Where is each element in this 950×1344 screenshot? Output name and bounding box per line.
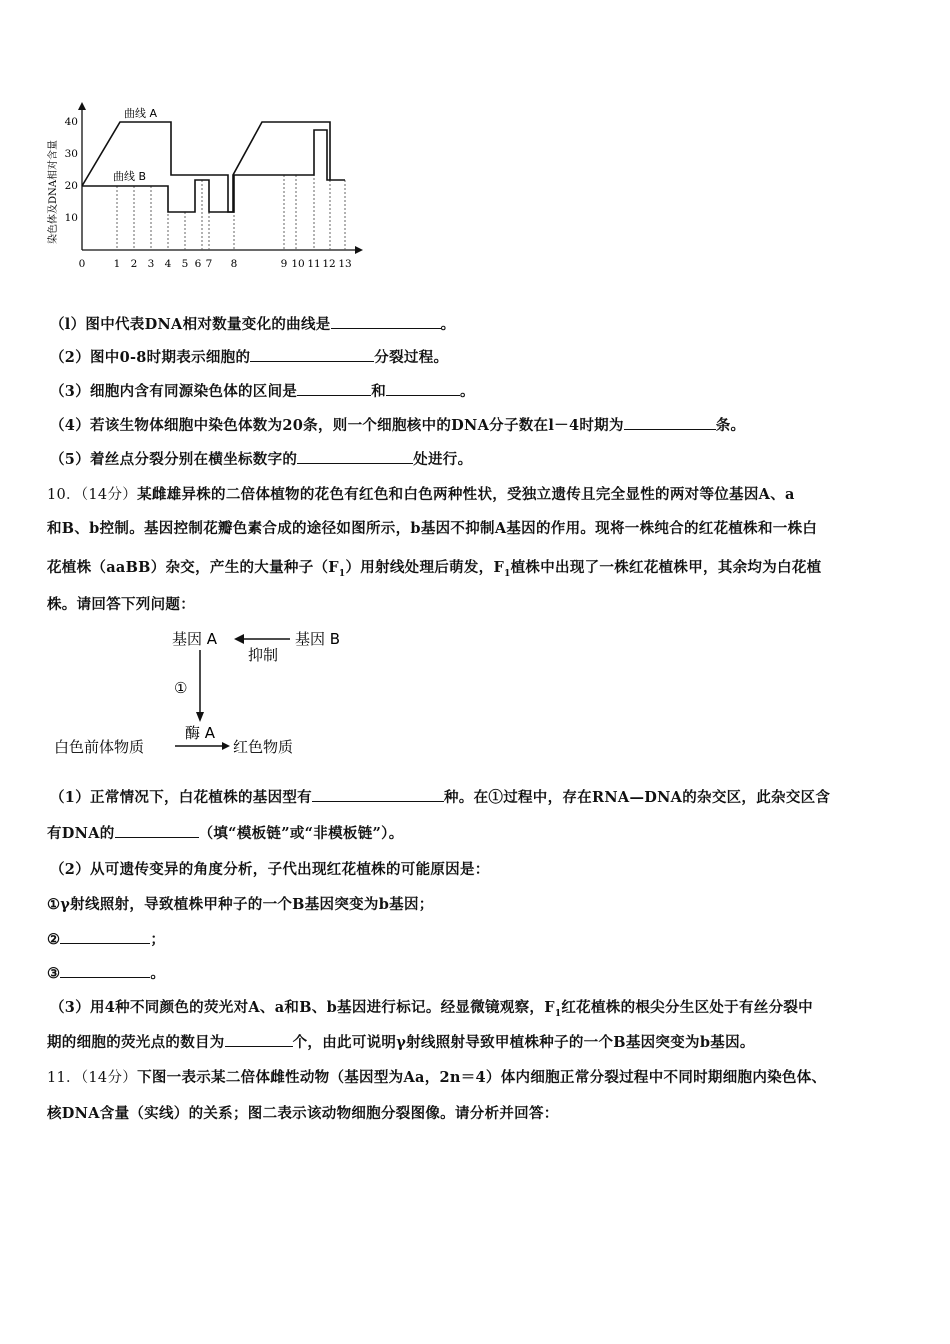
answer-blank[interactable] [386,383,460,396]
q10-intro-line1: 10．（14分）某雌雄异株的二倍体植物的花色有红色和白色两种性状，受独立遗传且完全显性的两对等位基因A、a [47,486,795,503]
answer-blank[interactable] [60,931,150,944]
white-precursor-label: 白色前体物质 [54,738,145,756]
x-tick-1: 1 [113,258,121,270]
inhibit-label: 抑制 [248,646,279,664]
x-tick-6: 6 [194,258,202,270]
y-tick-40: 40 [64,116,78,128]
x-tick-13: 13 [338,258,352,270]
q9-part2: （2）图中0-8时期表示细胞的 分裂过程。 [50,349,449,366]
y-tick-30: 30 [64,148,78,160]
enzyme-label: 酶 A [185,724,216,742]
answer-blank[interactable] [225,1034,293,1047]
q10-part1-line1: （1）正常情况下，白花植株的基因型有 种。在①过程中，存在RNA—DNA的杂交区，此杂交区含 [50,789,831,806]
x-tick-9: 9 [280,258,288,270]
curve-a-label: 曲线 A [124,107,158,120]
dna-chromosome-graph [40,100,370,280]
q9-part5: （5）着丝点分裂分别在横坐标数字的 处进行。 [50,451,473,468]
answer-blank[interactable] [115,825,199,838]
answer-blank[interactable] [60,965,150,978]
x-tick-0: 0 [78,258,86,270]
answer-blank[interactable] [297,383,371,396]
answer-blank[interactable] [624,417,716,430]
reaction-arrowhead [222,742,230,750]
red-substance-label: 红色物质 [233,738,294,756]
q10-part2-item1: ①γ射线照射，导致植株甲种子的一个B基因突变为b基因； [47,896,434,913]
x-tick-3: 3 [147,258,155,270]
q10-part2: （2）从可遗传变异的角度分析，子代出现红花植株的可能原因是： [50,861,490,878]
x-tick-12: 12 [322,258,336,270]
q10-part2-item2: ② ； [47,931,166,948]
graph-y-label: 染色体及DNA相对含量 [48,140,59,244]
x-tick-4: 4 [164,258,172,270]
x-tick-7: 7 [205,258,213,270]
inhibit-arrowhead [234,634,244,644]
q9-part4: （4）若该生物体细胞中染色体数为20条，则一个细胞核中的DNA分子数在l－4时期为 条。 [50,417,746,434]
curve-b-label: 曲线 B [113,170,147,183]
x-ticks [79,258,352,270]
q10-part3-line2: 期的细胞的荧光点的数目为 个，由此可说明γ射线照射导致甲植株种子的一个B基因突变为b基因。 [47,1034,755,1051]
x-tick-10: 10 [291,258,305,270]
q10-part1-line2: 有DNA的 （填“模板链”或“非模板链”）。 [47,825,404,842]
answer-blank[interactable] [312,789,444,802]
x-tick-11: 11 [307,258,321,270]
x-axis-arrow [355,246,363,254]
q10-part3-line1: （3）用4种不同颜色的荧光对A、a和B、b基因进行标记。经显微镜观察，$F_1$红花植株的根尖分生区处于有丝分裂中 [50,999,813,1019]
x-tick-2: 2 [130,258,138,270]
q10-intro-line2: 和B、b控制。基因控制花瓣色素合成的途径如图所示，b基因不抑制A基因的作用。现将一株纯合的红花植株和一株白 [47,520,818,537]
q9-part3: （3）细胞内含有同源染色体的区间是 和 。 [50,383,475,400]
gene-a-label: 基因 A [172,630,218,648]
q11-intro-line1: 11．（14分）下图一表示某二倍体雌性动物（基因型为Aa，2n＝4）体内细胞正常分裂过程中不同时期细胞内染色体、 [47,1069,827,1086]
dotted-guides [117,130,345,250]
gene-b-label: 基因 B [295,630,341,648]
q9-part1: （l）图中代表DNA相对数量变化的曲线是 。 [50,316,456,333]
answer-blank[interactable] [297,451,413,464]
q10-intro-line3: 花植株（aaBB）杂交，产生的大量种子$(F_1)$用射线处理后萌发，$F_1$植株中出现了一株红花植株甲，其余均为白花植 [47,559,822,579]
y-ticks [65,116,78,224]
answer-blank[interactable] [331,316,441,329]
x-tick-5: 5 [181,258,189,270]
q10-intro-line4: 株。请回答下列问题： [47,596,195,613]
y-tick-20: 20 [64,180,78,192]
x-tick-8: 8 [230,258,238,270]
pigment-pathway-diagram [50,622,360,762]
y-tick-10: 10 [64,212,78,224]
q11-intro-line2: 核DNA含量（实线）的关系；图二表示该动物细胞分裂图像。请分析并回答： [47,1105,559,1122]
step-arrowhead [196,712,204,722]
curve-a [82,122,345,212]
y-axis-arrow [78,102,86,110]
answer-blank[interactable] [250,349,374,362]
step-label: ① [174,679,188,697]
q10-part2-item3: ③ 。 [47,965,166,982]
